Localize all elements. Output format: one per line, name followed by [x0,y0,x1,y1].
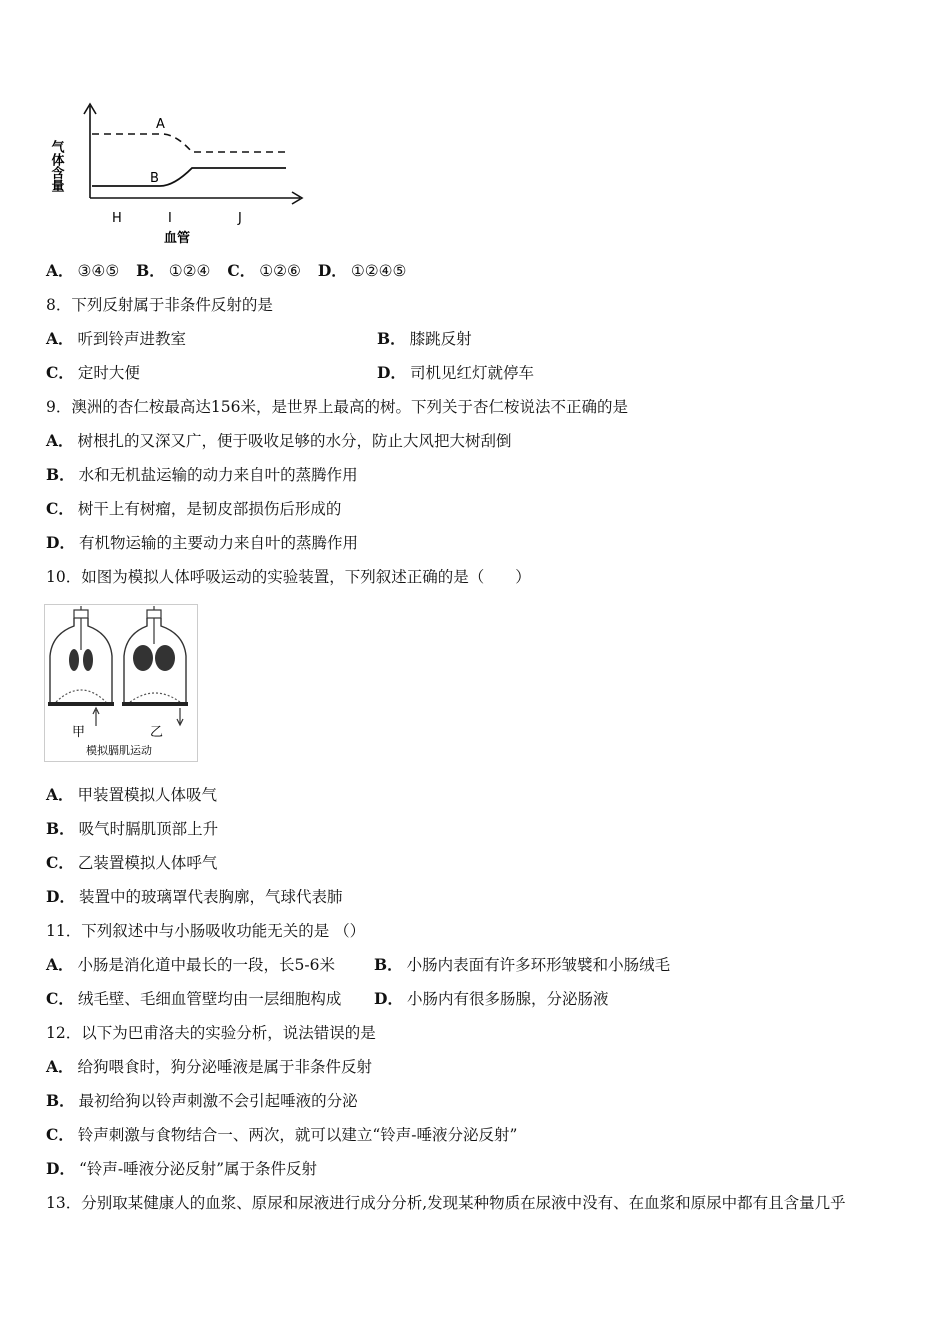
x-axis-label: 血管 [164,231,191,246]
curve-a [92,134,286,152]
q9-option-a: A． 树根扎的又深又广，便于吸收足够的水分，防止大风把大树刮倒 [46,431,512,450]
q7-options: A． ③④⑤ B． ①②④ C． ①②⑥ D． ①②④⑤ [46,261,407,280]
q12-option-d: D． “铃声-唾液分泌反射”属于条件反射 [46,1159,318,1178]
q10-option-d: D． 装置中的玻璃罩代表胸廓，气球代表肺 [46,887,343,906]
q11-option-a: A． 小肠是消化道中最长的一段，长5-6米 [46,955,335,974]
q8-option-c: C． 定时大便 [46,363,140,382]
figure-caption: 模拟膈肌运动 [86,744,152,757]
q11-option-d: D． 小肠内有很多肠腺，分泌肠液 [374,989,609,1008]
x-tick-i: I [168,211,172,226]
q10-option-a: A． 甲装置模拟人体吸气 [46,785,218,804]
q9-option-c: C． 树干上有树瘤，是韧皮部损伤后形成的 [46,499,342,518]
q9-option-b: B． 水和无机盐运输的动力来自叶的蒸腾作用 [46,465,358,484]
curve-a-label: A [156,117,165,132]
q9-stem: 9．澳洲的杏仁桉最高达156米，是世界上最高的树。下列关于杏仁桉说法不正确的是 [46,398,628,416]
q8-option-a: A． 听到铃声进教室 [46,329,187,348]
curve-b-label: B [150,171,159,186]
q10-option-c: C． 乙装置模拟人体呼气 [46,853,218,872]
gas-content-graph [44,100,314,250]
q13-stem: 13．分别取某健康人的血浆、原尿和尿液进行成分分析,发现某种物质在尿液中没有、在血浆和原尿中都有且含量几乎 [46,1194,846,1212]
q10-option-b: B． 吸气时膈肌顶部上升 [46,819,219,838]
q9-option-d: D． 有机物运输的主要动力来自叶的蒸腾作用 [46,533,358,552]
x-tick-h: H [112,211,122,226]
figure-frame [45,605,198,762]
q12-option-b: B． 最初给狗以铃声刺激不会引起唾液的分泌 [46,1091,358,1110]
label-jia: 甲 [72,725,86,740]
q10-stem: 10．如图为模拟人体呼吸运动的实验装置，下列叙述正确的是（ ） [46,568,531,586]
q11-option-c: C． 绒毛壁、毛细血管壁均由一层细胞构成 [46,989,342,1008]
q12-option-c: C． 铃声刺激与食物结合一、两次，就可以建立“铃声-唾液分泌反射” [46,1125,518,1144]
q8-option-b: B． 膝跳反射 [377,329,472,348]
x-tick-j: J [238,211,242,226]
y-axis-label: 气体含量 [48,140,64,192]
q11-option-b: B． 小肠内表面有许多环形皱襞和小肠绒毛 [374,955,671,974]
q8-stem: 8．下列反射属于非条件反射的是 [46,296,273,314]
breathing-model-figure [44,604,198,762]
q12-stem: 12．以下为巴甫洛夫的实验分析，说法错误的是 [46,1024,376,1042]
q12-option-a: A． 给狗喂食时，狗分泌唾液是属于非条件反射 [46,1057,373,1076]
curve-b [92,168,286,186]
label-yi: 乙 [150,725,164,740]
q11-stem: 11．下列叙述中与小肠吸收功能无关的是 （） [46,922,366,940]
q8-option-d: D． 司机见红灯就停车 [377,363,534,382]
